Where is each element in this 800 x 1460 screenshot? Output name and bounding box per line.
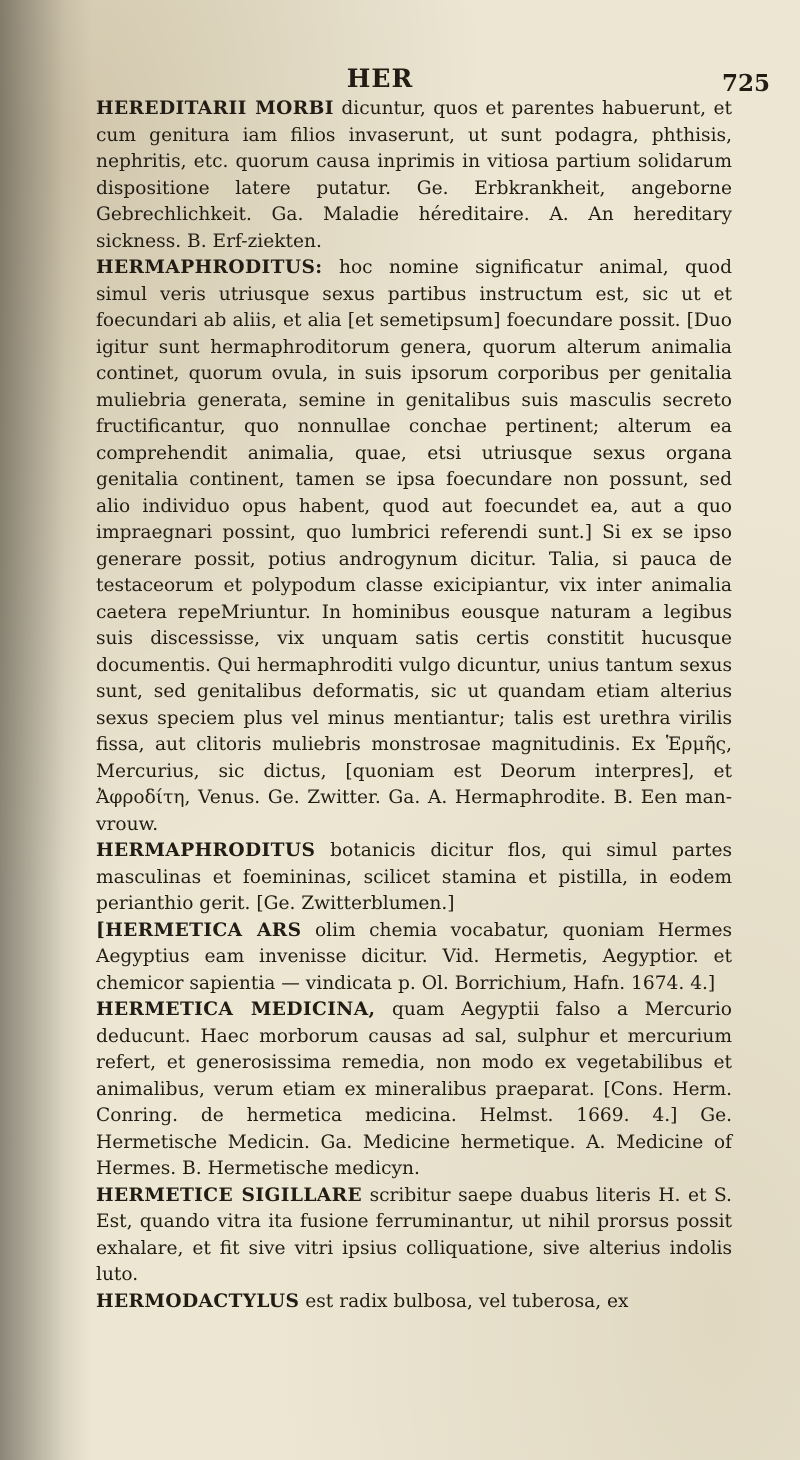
- binding-shadow: [0, 0, 92, 1460]
- entry-hermodactylus: [96, 1289, 732, 1316]
- entry-term: HERMODACTYLUS: [96, 1290, 300, 1312]
- entry-term: HERMETICA MEDICINA,: [96, 999, 376, 1020]
- entry-term: [HERMETICA ARS: [96, 919, 302, 941]
- entry-hermetica-medicina: [96, 997, 732, 1183]
- entry-text: olim chemia vocabatur, quoniam Hermes Aegyptius eam invenisse dicitur. Vid. Hermetis, Aegyptior. et chemicor sapientia — vindicata p. Ol. Borrichium, Hafn. 1674. 4.]: [96, 919, 732, 994]
- entry-text: hoc nomine significatur animal, quod simul veris utriusque sexus partibus instructum est, sic ut et foecundari ab aliis, et alia [et semetipsum] foecundare possit. [Duo igitur sunt hermaphroditorum genera, quorum alterum animalia continet, quorum ovula, in suis ipsorum corporibus per genitalia muliebria generata, semine in genitalibus suis masculis secreto fructificantur, quo nonnullae conchae pertinent; alterum ea comprehendit animalia, quae, etsi utriusque sexus organa genitalia continent, tamen se ipsa foecundare non possunt, sed alio individuo opus habent, quod aut foecundet ea, aut a quo impraegnari possint, quo lumbrici referendi sunt.] Si ex se ipso generare possit, potius androgynum dicitur. Talia, si pauca de testaceorum et polypodum classe exicipiantur, vix inter animalia caetera repeMriuntur. In hominibus eousque naturam a legibus suis discessisse, vix unquam satis certis constitit hucusque documentis. Qui hermaphroditi vulgo dicuntur, unius tantum sexus sunt, sed genitalibus deformatis, sic ut quandam etiam alterius sexus speciem plus vel minus mentiantur; talis est urethra virilis fissa, aut clitoris muliebris monstrosae magnitudinis. Ex Ἑρμῆς, Mercurius, sic dictus, [quoniam est Deorum interpres], et Ἀφροδίτη, Venus. Ge. Zwitter. Ga. A. Hermaphrodite. B. Een man-vrouw.: [96, 257, 732, 835]
- dictionary-column: [96, 96, 732, 1315]
- running-headword: HER: [346, 64, 414, 93]
- entry-term: HEREDITARII MORBI: [96, 98, 334, 119]
- entry-text: quam Aegyptii falso a Mercurio deducunt. Haec morborum causas ad sal, sulphur et mercurium refert, et generosissima remedia, non modo ex vegetabilibus et animalibus, verum etiam ex mineralibus praeparat. [Cons. Herm. Conring. de hermetica medicina. Helmst. 1669. 4.] Ge. Hermetische Medicin. Ga. Medicine hermetique. A. Medicine of Hermes. B. Hermetische medicyn.: [96, 999, 732, 1179]
- entry-text: botanicis dicitur flos, qui simul partes masculinas et foemininas, scilicet stamina et pistilla, in eodem perianthio gerit. [Ge. Zwitterblumen.]: [96, 840, 732, 914]
- entry-hermetica-ars: [96, 918, 732, 998]
- entry-hermetice-sigillare: [96, 1183, 732, 1289]
- entry-hermaphroditus: [96, 255, 732, 838]
- entry-term: HERMAPHRODITUS:: [96, 257, 323, 278]
- entry-text: dicuntur, quos et parentes habuerunt, et cum genitura iam filios invaserunt, ut sunt podagra, phthisis, nephritis, etc. quorum causa inprimis in vitiosa partium solidarum dispositione latere putatur. Ge. Erbkrankheit, angeborne Gebrechlichkeit. Ga. Maladie héreditaire. A. An hereditary sickness. B. Erf-ziekten.: [96, 98, 732, 252]
- running-header: [90, 64, 770, 98]
- entry-text: est radix bulbosa, vel tuberosa, ex: [305, 1290, 629, 1312]
- entry-term: HERMETICE SIGILLARE: [96, 1184, 363, 1206]
- entry-text: scribitur saepe duabus literis H. et S. Est, quando vitra ita fusione ferruminantur, ut nihil prorsus possit exhalare, et fit sive vitri ipsius colliquatione, sive alterius indolis luto.: [96, 1184, 732, 1285]
- entry-term: HERMAPHRODITUS: [96, 840, 316, 861]
- entry-hermaphroditus-botanical: [96, 838, 732, 918]
- page-number: 725: [721, 70, 770, 97]
- entry-hereditarii-morbi: [96, 96, 732, 255]
